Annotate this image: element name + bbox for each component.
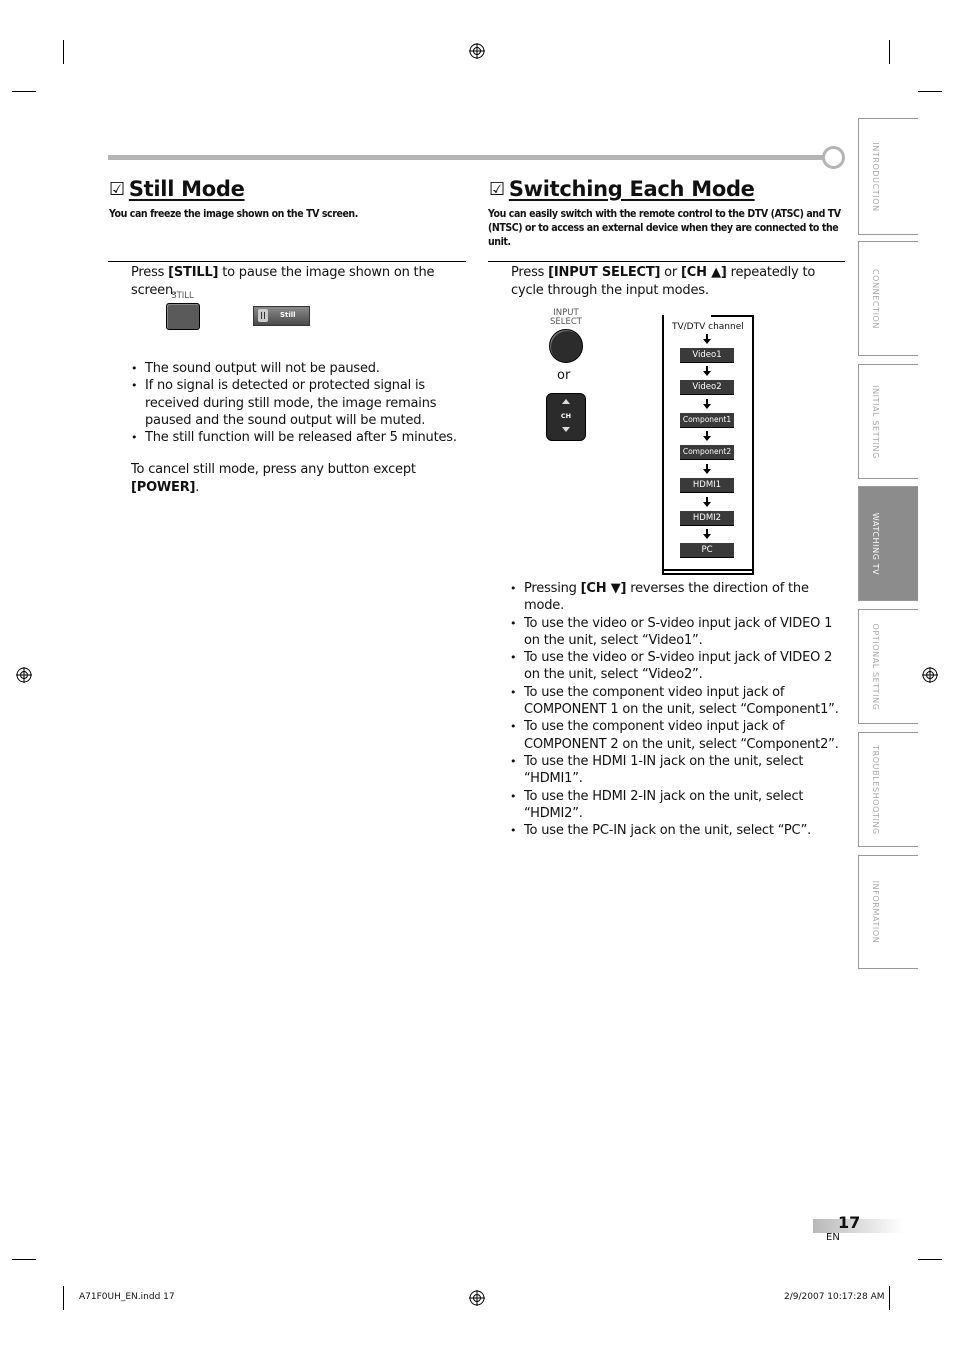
- section-divider: [108, 261, 466, 262]
- mode-box-component2: Component2: [680, 445, 734, 460]
- crop-mark: [63, 1286, 64, 1310]
- crop-mark: [889, 40, 890, 64]
- still-cancel-note: [131, 461, 476, 496]
- tab-optional-setting[interactable]: [858, 609, 918, 724]
- still-bullet-list: [131, 360, 466, 446]
- tab-label: INITIAL SETTING: [871, 384, 880, 459]
- arrow-down-icon: [703, 371, 711, 376]
- tab-initial-setting[interactable]: [858, 364, 918, 479]
- flow-start-label: TV/DTV channel: [672, 322, 744, 332]
- tab-label: WATCHING TV: [871, 512, 880, 575]
- crop-mark: [889, 1286, 890, 1310]
- mode-box-component1: Component1: [680, 413, 734, 428]
- still-button-label: STILL: [171, 291, 194, 301]
- registration-mark-icon: [469, 43, 485, 59]
- list-item: • To use the component video input jack of COMPONENT 1 on the unit, select “Component1”.: [510, 684, 842, 719]
- tab-label: TROUBLESHOOTING: [871, 744, 880, 835]
- list-item: • To use the video or S-video input jack of VIDEO 1 on the unit, select “Video1”.: [510, 615, 842, 650]
- list-item: • To use the video or S-video input jack of VIDEO 2 on the unit, select “Video2”.: [510, 649, 842, 684]
- text: Press: [511, 265, 549, 280]
- ch-down-arrow-icon: [562, 427, 570, 432]
- still-osd-indicator: [253, 306, 310, 326]
- arrow-down-icon: [703, 339, 711, 344]
- tab-information[interactable]: [858, 855, 918, 969]
- ch-label: CH: [560, 412, 572, 420]
- switching-instruction: [511, 264, 841, 299]
- page-language: EN: [826, 1232, 840, 1243]
- still-button[interactable]: [166, 303, 200, 330]
- mode-box-pc: PC: [680, 543, 734, 558]
- text: reverses the direction of the mode.: [524, 581, 809, 614]
- mode-box-video2: Video2: [680, 380, 734, 395]
- tab-label: OPTIONAL SETTING: [871, 622, 880, 711]
- registration-mark-icon: [16, 667, 32, 683]
- channel-button[interactable]: [546, 393, 586, 441]
- text: or: [660, 265, 682, 280]
- checkbox-icon: ☑: [109, 179, 125, 200]
- tab-troubleshooting[interactable]: [858, 732, 918, 847]
- input-select-button[interactable]: [549, 329, 583, 363]
- arrow-down-icon: [703, 404, 711, 409]
- mode-box-video1: Video1: [680, 348, 734, 363]
- text: Pressing: [524, 581, 581, 596]
- registration-mark-icon: [469, 1290, 485, 1306]
- switching-mode-title: Switching Each Mode: [508, 177, 755, 201]
- list-item: [510, 580, 842, 615]
- pause-icon: [258, 309, 268, 322]
- tab-label: INTRODUCTION: [871, 141, 880, 212]
- list-item: • The still function will be released after 5 minutes.: [131, 429, 466, 446]
- switching-mode-subtitle: You can easily switch with the remote control to the DTV (ATSC) and TV (NTSC) or to access an external device when they are connected to the unit.: [488, 207, 841, 248]
- tab-watching-tv[interactable]: [858, 486, 918, 601]
- switching-bullet-list: [510, 580, 842, 839]
- tab-label: INFORMATION: [871, 880, 880, 944]
- tab-connection[interactable]: [858, 241, 918, 356]
- tab-label: CONNECTION: [871, 268, 880, 329]
- still-mode-subtitle: You can freeze the image shown on the TV screen.: [109, 207, 358, 220]
- key-label: [CH ▲]: [681, 265, 727, 280]
- text: repeatedly to cycle through the input modes.: [511, 265, 816, 298]
- page-number: 17: [838, 1213, 861, 1232]
- input-select-label: INPUT SELECT: [550, 308, 582, 327]
- or-label: or: [557, 368, 571, 383]
- flow-loop-bottom: [664, 569, 754, 571]
- crop-mark: [12, 1259, 36, 1260]
- flow-loop-right: [752, 315, 754, 573]
- list-item: • If no signal is detected or protected signal is received during still mode, the image remains paused and the sound output will be muted.: [131, 377, 466, 429]
- crop-mark: [63, 40, 64, 64]
- text: To cancel still mode, press any button except: [131, 462, 416, 477]
- still-mode-title: Still Mode: [128, 177, 245, 201]
- list-item: • To use the HDMI 1-IN jack on the unit, select “HDMI1”.: [510, 753, 842, 788]
- header-rule: [108, 155, 824, 160]
- tab-introduction[interactable]: [858, 118, 918, 235]
- ch-up-arrow-icon: [562, 399, 570, 404]
- crop-mark: [918, 91, 942, 92]
- flow-gap: [664, 313, 711, 319]
- switching-mode-heading: [489, 177, 755, 201]
- text: .: [195, 479, 200, 495]
- still-mode-heading: [109, 177, 245, 201]
- text: to pause the image shown on the screen.: [131, 265, 435, 298]
- crop-mark: [12, 91, 36, 92]
- section-divider: [488, 261, 845, 262]
- footer-datetime: 2/9/2007 10:17:28 AM: [784, 1292, 885, 1302]
- crop-mark: [918, 1259, 942, 1260]
- header-rule-circle: [822, 146, 845, 169]
- list-item: • The sound output will not be paused.: [131, 360, 466, 377]
- text: Press: [131, 265, 169, 280]
- arrow-down-icon: [703, 502, 711, 507]
- still-osd-label: Still: [280, 311, 296, 319]
- list-item: • To use the component video input jack of COMPONENT 2 on the unit, select “Component2”.: [510, 718, 842, 753]
- mode-box-hdmi1: HDMI1: [680, 478, 734, 493]
- checkbox-icon: ☑: [489, 179, 505, 200]
- list-item: • To use the HDMI 2-IN jack on the unit, select “HDMI2”.: [510, 788, 842, 823]
- key-label: [CH ▼]: [580, 581, 627, 596]
- list-item: • To use the PC-IN jack on the unit, select “PC”.: [510, 822, 842, 839]
- footer-filename: A71F0UH_EN.indd 17: [79, 1292, 175, 1302]
- key-label: [POWER]: [131, 479, 196, 495]
- registration-mark-icon: [922, 667, 938, 683]
- arrow-down-icon: [703, 436, 711, 441]
- arrow-down-icon: [703, 469, 711, 474]
- arrow-down-icon: [703, 534, 711, 539]
- mode-box-hdmi2: HDMI2: [680, 511, 734, 526]
- key-label: [INPUT SELECT]: [548, 265, 661, 280]
- key-label: [STILL]: [168, 265, 219, 280]
